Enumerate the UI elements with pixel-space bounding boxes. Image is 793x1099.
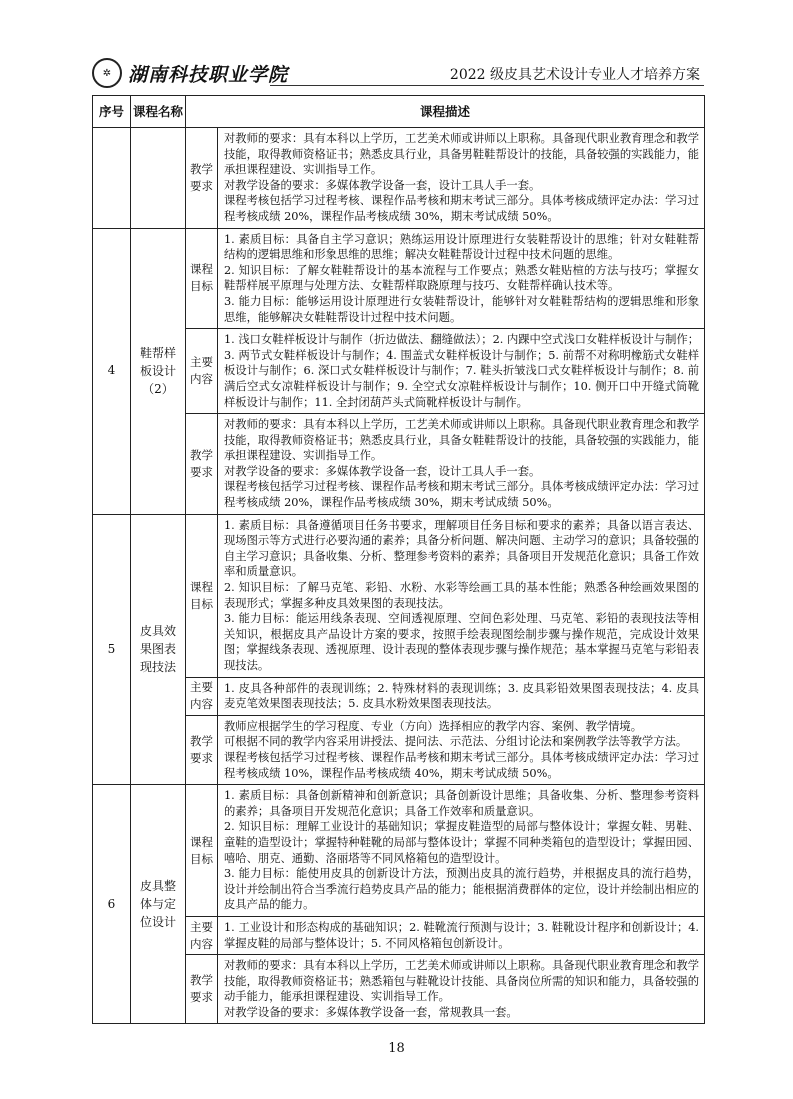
section-label: 教学要求 [186, 955, 218, 1024]
document-title: 2022 级皮具艺术设计专业人才培养方案 [449, 67, 700, 83]
section-description: 对教师的要求：具有本科以上学历，工艺美术师或讲师以上职称。具备现代职业教育理念和教学技能，取得教师资格证书；熟悉箱包与鞋靴设计技能、具备岗位所需的知识和能力，具备较强的动手能力，能承担课程建设、实训指导工作。 对教学设备的要求：多媒体教学设备一套，常规教具一套。 [218, 955, 705, 1024]
section-description: 对教师的要求：具有本科以上学历，工艺美术师或讲师以上职称。具备现代职业教育理念和教学技能，取得教师资格证书；熟悉皮具行业，具备女鞋鞋帮设计的技能，具备较强的实践能力，能承担课程建设、实训指导工作。 对教学设备的要求：多媒体教学设备一套，设计工具人手一套。 课程考核包括学习过程考核、课程作品考核和期末考试三部分。具体考核成绩评定办法：学习过程考核成绩 20%，课程作品考核成绩 30%，期末考试成绩 50%。 [218, 414, 705, 515]
section-description: 教师应根据学生的学习程度、专业（方向）选择相应的教学内容、案例、教学情境。 可根据不同的教学内容采用讲授法、提问法、示范法、分组讨论法和案例教学法等教学方法。 课程考核包括学习过程考核、课程作品考核和期末考试三部分。具体考核成绩评定办法：学习过程考核成绩 10%，课程作品考核成绩 40%，期末考试成绩 50%。 [218, 715, 705, 784]
row-number-cell: 5 [93, 514, 131, 785]
row-number-cell: 6 [93, 785, 131, 1024]
col-header-number: 序号 [93, 96, 131, 128]
course-table [92, 95, 705, 1024]
table-row [93, 785, 705, 917]
section-label: 主要内容 [186, 677, 218, 715]
page-header [92, 58, 704, 90]
table-row [93, 228, 705, 329]
col-header-description: 课程描述 [186, 96, 705, 128]
course-name-cell: 皮具效果图表现技法 [131, 514, 186, 785]
section-description: 1. 素质目标：具备自主学习意识；熟练运用设计原理进行女装鞋帮设计的思维；针对女鞋鞋帮结构的逻辑思维和形象思维的思维；解决女鞋鞋帮设计过程中技术问题的思维。 2. 知识目标：了解女鞋鞋帮设计的基本流程与工作要点；熟悉女鞋贴楦的方法与技巧；掌握女鞋帮样展平原理与处理方法、女鞋帮样取跷原理与技巧、女鞋帮样确认技术等。 3. 能力目标：能够运用设计原理进行女装鞋帮设计，能够针对女鞋鞋帮结构的逻辑思维和形象思维，能够解决女鞋鞋帮设计过程中技术问题。 [218, 228, 705, 329]
section-label: 主要内容 [186, 916, 218, 954]
course-name-cell: 鞋帮样板设计（2） [131, 228, 186, 514]
school-seal-icon: ✲ [92, 58, 122, 88]
section-description: 1. 浅口女鞋样板设计与制作（折边做法、翻缝做法）；2. 内踝中空式浅口女鞋样板设计与制作；3. 两节式女鞋样板设计与制作；4. 围盖式女鞋样板设计与制作；5. 前帮不对称明橡筋式女鞋样板设计与制作；6. 深口式女鞋样板设计与制作；7. 鞋头折皱浅口式女鞋样板设计与制作；8. 前满后空式女凉鞋样板设计与制作；9. 全空式女凉鞋样板设计与制作；10. 侧开口中开缝式筒靴样板设计与制作；11. 全封闭葫芦头式筒靴样板设计与制作。 [218, 329, 705, 414]
table-header-row [93, 96, 705, 128]
row-number-cell: 4 [93, 228, 131, 514]
row-number-cell [93, 128, 131, 229]
section-label: 教学要求 [186, 128, 218, 229]
section-description: 1. 素质目标：具备创新精神和创新意识；具备创新设计思维；具备收集、分析、整理参考资料的素养；具备项目开发规范化意识；具备工作效率和质量意识。 2. 知识目标：理解工业设计的基础知识；掌握皮鞋造型的局部与整体设计；掌握女鞋、男鞋、童鞋的造型设计；掌握特种鞋靴的局部与整体设计；掌握不同种类箱包的造型设计；掌握田园、嘻哈、朋克、通勤、洛丽塔等不同风格箱包的造型设计。 3. 能力目标：能使用皮具的创新设计方法，预测出皮具的流行趋势，并根据皮具的流行趋势，设计并绘制出符合当季流行趋势皮具产品的能力；能根据消费群体的定位，设计并绘制出相应的皮具产品的能力。 [218, 785, 705, 917]
school-logo [92, 58, 288, 88]
table-row [93, 514, 705, 677]
section-label: 教学要求 [186, 715, 218, 784]
header-divider [270, 85, 704, 86]
section-label: 课程目标 [186, 514, 218, 677]
section-description: 对教师的要求：具有本科以上学历，工艺美术师或讲师以上职称。具备现代职业教育理念和教学技能，取得教师资格证书；熟悉皮具行业，具备男鞋鞋帮设计的技能，具备较强的实践能力，能承担课程建设、实训指导工作。 对教学设备的要求：多媒体教学设备一套，设计工具人手一套。 课程考核包括学习过程考核、课程作品考核和期末考试三部分。具体考核成绩评定办法：学习过程考核成绩 20%，课程作品考核成绩 30%，期末考试成绩 50%。 [218, 128, 705, 229]
school-name: 湖南科技职业学院 [128, 63, 289, 86]
col-header-course-name: 课程名称 [131, 96, 186, 128]
page-number: 18 [388, 1041, 405, 1056]
course-name-cell: 皮具整体与定位设计 [131, 785, 186, 1024]
section-label: 主要内容 [186, 329, 218, 414]
section-label: 教学要求 [186, 414, 218, 515]
section-description: 1. 皮具各种部件的表现训练；2. 特殊材料的表现训练；3. 皮具彩铅效果图表现技法；4. 皮具麦克笔效果图表现技法；5. 皮具水粉效果图表现技法。 [218, 677, 705, 715]
course-name-cell [131, 128, 186, 229]
table-row [93, 128, 705, 229]
section-label: 课程目标 [186, 228, 218, 329]
section-description: 1. 工业设计和形态构成的基础知识；2. 鞋靴流行预测与设计；3. 鞋靴设计程序和创新设计；4. 掌握皮鞋的局部与整体设计；5. 不同风格箱包创新设计。 [218, 916, 705, 954]
section-label: 课程目标 [186, 785, 218, 917]
section-description: 1. 素质目标：具备遵循项目任务书要求，理解项目任务目标和要求的素养；具备以语言表达、现场图示等方式进行必要沟通的素养；具备分析问题、解决问题、主动学习的意识；具备较强的自主学习意识；具备收集、分析、整理参考资料的素养；具备项目开发规范化意识；具备工作效率和质量意识。 2. 知识目标：了解马克笔、彩铅、水粉、水彩等绘画工具的基本性能；熟悉各种绘画效果图的表现形式；掌握多种皮具效果图的表现技法。 3. 能力目标：能运用线条表现、空间透视原理、空间色彩处理、马克笔、彩铅的表现技法等相关知识，根据皮具产品设计方案的要求，按照手绘表现图绘制步骤与操作规范，完成设计效果图；掌握线条表现、透视原理、设计表现的整体表现步骤与操作规范；基本掌握马克笔与彩铅表现技法。 [218, 514, 705, 677]
